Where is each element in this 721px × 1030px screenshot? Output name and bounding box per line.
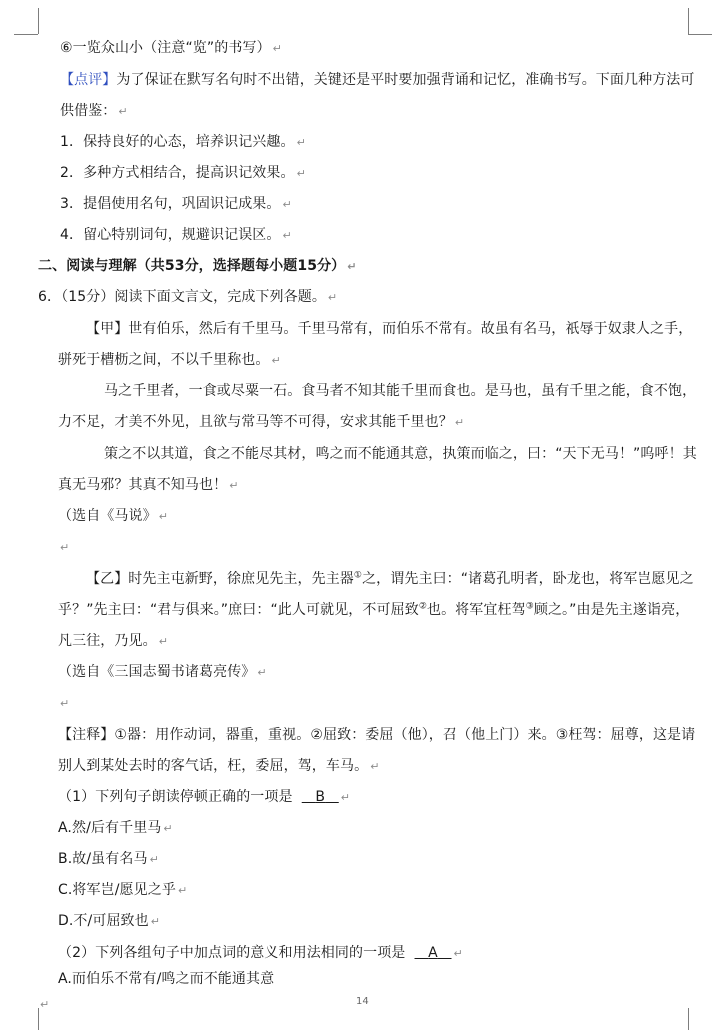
jia-para-2-line-2: 力不足，才美不外见，且欲与常马等不可得，安求其能千里也？ ↵: [58, 414, 465, 430]
yi-source: （选自《三国志蜀书诸葛亮传》 ↵: [58, 664, 267, 680]
notes-line-1: 【注释】①器：用作动词，器重，重视。②屈致：委屈（他），召（他上门）来。③枉驾：屈尊，这是请: [58, 727, 696, 743]
footnote-ref-1: ①: [353, 570, 363, 581]
sub-question-1: （1）下列句子朗读停顿正确的一项是 B ↵: [58, 789, 351, 805]
section-heading: 二、阅读与理解（共53分，选择题每小题15分） ↵: [38, 258, 357, 274]
crop-mark-top-left-h: [14, 34, 38, 35]
method-item-3: 3．提倡使用名句，巩固识记成果。 ↵: [60, 196, 292, 212]
empty-paragraph: ↵: [60, 541, 70, 554]
jia-para-2-line-1: 马之千里者，一食或尽粟一石。食马者不知其能千里而食也。是马也，虽有千里之能，食不饱，: [104, 383, 697, 399]
jia-para-3-line-2: 真无马邪？其真不知马也！ ↵: [58, 477, 239, 493]
footnote-ref-2: ②: [418, 601, 427, 612]
sub-question-2: （2）下列各组句子中加点词的意义和用法相同的一项是 A ↵: [58, 945, 463, 961]
review-line-2: 供借鉴： ↵: [60, 103, 128, 119]
jia-para-1-line-2: 骈死于槽枥之间，不以千里称也。 ↵: [58, 352, 281, 368]
yi-line-2: 乎？”先主曰：“君与俱来。”庶曰：“此人可就见，不可屈致②也。将军宜枉驾③顾之。”由是先主遂诣亮，: [58, 601, 690, 618]
crop-mark-bottom-right: [688, 1008, 689, 1030]
option-c: C.将军岂/愿见之乎 ↵: [58, 882, 188, 898]
crop-mark-top-right: [688, 8, 689, 34]
method-item-1: 1．保持良好的心态，培养识记兴趣。 ↵: [60, 134, 306, 150]
page-number: 14: [356, 996, 369, 1007]
answer-line-6: ⑥一览众山小（注意“览”的书写） ↵: [60, 40, 282, 56]
jia-para-3-line-1: 策之不以其道，食之不能尽其材，鸣之而不能通其意，执策而临之，曰：“天下无马！”呜呼！其: [104, 446, 697, 462]
crop-mark-top-right-h: [688, 34, 712, 35]
footnote-ref-3: ③: [525, 601, 534, 612]
sub-2-option-a: A.而伯乐不常有/鸣之而不能通其意: [58, 971, 275, 987]
option-b: B.故/虽有名马 ↵: [58, 851, 159, 867]
option-d: D.不/可屈致也 ↵: [58, 913, 161, 929]
crop-mark-top-left: [38, 8, 39, 34]
option-a: A.然/后有千里马 ↵: [58, 820, 173, 836]
answer-blank-2: A: [428, 945, 438, 961]
trailing-paragraph-mark: ↵: [40, 998, 50, 1011]
question-6-intro: 6．（15分）阅读下面文言文，完成下列各题。 ↵: [38, 289, 338, 305]
jia-source: （选自《马说》 ↵: [58, 508, 169, 524]
method-item-2: 2．多种方式相结合，提高识记效果。 ↵: [60, 165, 306, 181]
notes-line-2: 别人到某处去时的客气话，枉，委屈，驾，车马。 ↵: [58, 758, 380, 774]
review-tag: 【点评】: [60, 72, 117, 88]
answer-blank-1: B: [315, 789, 326, 805]
method-item-4: 4．留心特别词句，规避识记误区。 ↵: [60, 227, 292, 243]
jia-para-1-line-1: 【甲】世有伯乐，然后有千里马。千里马常有，而伯乐不常有。故虽有名马，祇辱于奴隶人之手，: [86, 321, 693, 337]
empty-paragraph: ↵: [60, 697, 70, 710]
yi-line-3: 凡三往，乃见。 ↵: [58, 633, 169, 649]
yi-line-1: 【乙】时先主屯新野，徐庶见先主，先主器①之，谓先主曰：“诸葛孔明者，卧龙也，将军岂愿见之: [86, 570, 694, 587]
review-line-1: 【点评】为了保证在默写名句时不出错，关键还是平时要加强背诵和记忆，准确书写。下面几种方法可: [60, 72, 695, 88]
